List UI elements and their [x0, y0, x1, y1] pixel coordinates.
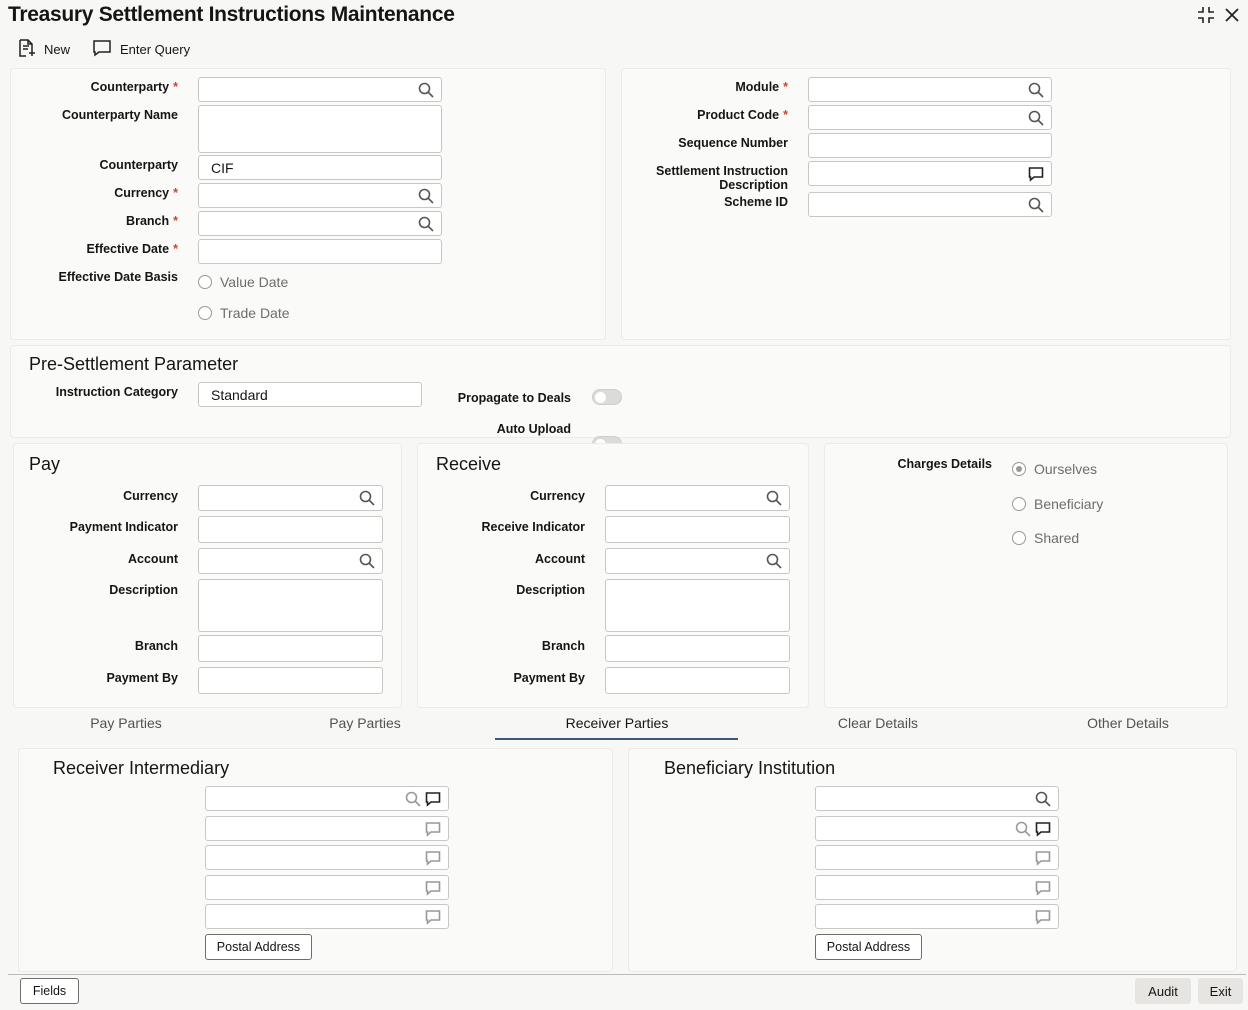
beneficiary-radio[interactable]: Beneficiary	[1012, 496, 1103, 512]
pay-account-label: Account	[128, 552, 178, 566]
receiver-intermediary-line2-input[interactable]	[205, 816, 449, 841]
pay-description-label: Description	[109, 583, 178, 597]
tab-clear-details[interactable]: Clear Details	[837, 715, 919, 731]
pay-branch-label: Branch	[134, 639, 178, 653]
close-icon[interactable]	[1221, 4, 1243, 26]
receive-title: Receive	[436, 454, 502, 474]
search-icon[interactable]	[765, 489, 783, 507]
footer-divider	[8, 974, 1246, 975]
instruction-category-select[interactable]: Standard	[198, 382, 422, 407]
radio-circle	[1012, 497, 1026, 511]
receiver-intermediary-line3-input[interactable]	[205, 845, 449, 870]
counterparty-type-label: Counterparty	[99, 158, 178, 172]
search-icon[interactable]	[358, 489, 376, 507]
receive-payment-by-label: Payment By	[513, 671, 585, 685]
comment-icon[interactable]	[424, 849, 442, 867]
pay-branch-input[interactable]	[198, 635, 383, 662]
comment-icon[interactable]	[1034, 908, 1052, 926]
search-icon[interactable]	[358, 552, 376, 570]
shared-radio[interactable]: Shared	[1012, 530, 1079, 546]
comment-icon[interactable]	[424, 908, 442, 926]
search-icon[interactable]	[404, 790, 422, 808]
trade-date-radio[interactable]: Trade Date	[198, 305, 290, 321]
sequence-number-input[interactable]	[808, 133, 1052, 158]
receive-branch-label: Branch	[541, 639, 585, 653]
beneficiary-institution-line2-input[interactable]	[815, 816, 1059, 841]
product-code-input[interactable]	[808, 105, 1052, 130]
comment-icon[interactable]	[1034, 849, 1052, 867]
scheme-id-input[interactable]	[808, 192, 1052, 217]
counterparty-name-field[interactable]	[198, 105, 442, 153]
charges-panel	[824, 443, 1228, 708]
comment-icon[interactable]	[1027, 165, 1045, 183]
receive-account-label: Account	[535, 552, 585, 566]
search-icon[interactable]	[417, 187, 435, 205]
comment-icon[interactable]	[1034, 820, 1052, 838]
pre-settlement-title: Pre-Settlement Parameter	[29, 354, 239, 374]
module-label: Module *	[735, 80, 788, 94]
beneficiary-institution-line5-input[interactable]	[815, 904, 1059, 929]
beneficiary-institution-title: Beneficiary Institution	[664, 758, 836, 778]
scheme-id-label: Scheme ID	[724, 195, 788, 209]
receive-indicator-label: Receive Indicator	[481, 520, 585, 534]
counterparty-type-field[interactable]: CIF	[198, 155, 442, 180]
receiver-intermediary-line4-input[interactable]	[205, 875, 449, 900]
pay-currency-input[interactable]	[198, 485, 383, 511]
effective-date-label: Effective Date *	[86, 242, 178, 256]
minimize-window-icon[interactable]	[1195, 4, 1217, 26]
receiver-intermediary-title: Receiver Intermediary	[53, 758, 230, 778]
beneficiary-institution-line4-input[interactable]	[815, 875, 1059, 900]
tab-pay-parties-2[interactable]: Pay Parties	[329, 715, 401, 731]
radio-circle	[198, 275, 212, 289]
module-input[interactable]	[808, 77, 1052, 102]
pay-title: Pay	[29, 454, 61, 474]
search-icon[interactable]	[1034, 790, 1052, 808]
receive-currency-label: Currency	[530, 489, 585, 503]
auto-upload-label: Auto Upload	[496, 422, 571, 436]
effective-date-basis-label: Effective Date Basis	[58, 270, 178, 284]
branch-input[interactable]	[198, 211, 442, 236]
radio-circle	[198, 306, 212, 320]
search-icon[interactable]	[1027, 196, 1045, 214]
new-button[interactable]	[16, 38, 70, 61]
tab-other-details[interactable]: Other Details	[1087, 715, 1169, 731]
comment-icon[interactable]	[1034, 879, 1052, 897]
product-code-label: Product Code *	[697, 108, 788, 122]
search-icon[interactable]	[417, 215, 435, 233]
pay-payment-by-input[interactable]	[198, 667, 383, 694]
charges-details-label: Charges Details	[897, 457, 992, 471]
comment-icon[interactable]	[424, 790, 442, 808]
counterparty-label: Counterparty *	[90, 80, 178, 94]
beneficiary-postal-address-button[interactable]: Postal Address	[815, 934, 922, 960]
audit-button[interactable]: Audit	[1135, 978, 1191, 1004]
search-icon[interactable]	[1027, 109, 1045, 127]
effective-date-input[interactable]	[198, 239, 442, 264]
propagate-to-deals-label: Propagate to Deals	[457, 391, 571, 405]
pay-account-input[interactable]	[198, 548, 383, 574]
page-title: Treasury Settlement Instructions Maintenance	[8, 3, 455, 26]
radio-circle-selected	[1012, 462, 1026, 476]
search-icon[interactable]	[1014, 820, 1032, 838]
comment-icon[interactable]	[424, 820, 442, 838]
receive-account-input[interactable]	[605, 548, 790, 574]
sequence-number-label: Sequence Number	[678, 136, 788, 150]
branch-label: Branch *	[126, 214, 178, 228]
receive-description-field[interactable]	[605, 579, 790, 632]
search-icon[interactable]	[765, 552, 783, 570]
receive-payment-by-input[interactable]	[605, 667, 790, 694]
active-tab-underline	[495, 738, 738, 740]
tab-pay-parties[interactable]: Pay Parties	[90, 715, 162, 731]
enter-query-label: Enter Query	[120, 42, 191, 57]
new-document-icon	[16, 38, 36, 61]
si-description-label: Settlement Instruction Description	[656, 164, 788, 192]
comment-icon[interactable]	[424, 879, 442, 897]
radio-circle	[1012, 531, 1026, 545]
receiver-intermediary-line5-input[interactable]	[205, 904, 449, 929]
currency-label: Currency *	[114, 186, 178, 200]
pay-payment-by-label: Payment By	[106, 671, 178, 685]
payment-indicator-label: Payment Indicator	[69, 520, 178, 534]
si-description-input[interactable]	[808, 161, 1052, 186]
fields-button[interactable]: Fields	[20, 978, 79, 1004]
propagate-to-deals-toggle[interactable]	[592, 389, 622, 405]
search-icon[interactable]	[417, 81, 435, 99]
new-label: New	[44, 42, 71, 57]
receive-indicator-input[interactable]	[605, 516, 790, 543]
beneficiary-institution-line1-input[interactable]	[815, 786, 1059, 811]
comment-icon	[92, 38, 112, 61]
receive-branch-input[interactable]	[605, 635, 790, 662]
receiver-postal-address-button[interactable]: Postal Address	[205, 934, 312, 960]
counterparty-name-label: Counterparty Name	[62, 108, 178, 122]
pay-currency-label: Currency	[123, 489, 178, 503]
value-date-radio[interactable]: Value Date	[198, 274, 288, 290]
receive-description-label: Description	[516, 583, 585, 597]
instruction-category-label: Instruction Category	[55, 385, 178, 399]
enter-query-button[interactable]	[92, 38, 190, 61]
tab-receiver-parties[interactable]: Receiver Parties	[565, 715, 669, 731]
pay-description-field[interactable]	[198, 579, 383, 632]
exit-button[interactable]: Exit	[1198, 978, 1243, 1004]
receive-currency-input[interactable]	[605, 485, 790, 511]
counterparty-input[interactable]	[198, 77, 442, 102]
currency-input[interactable]	[198, 183, 442, 208]
ourselves-radio[interactable]: Ourselves	[1012, 461, 1097, 477]
receiver-intermediary-line1-input[interactable]	[205, 786, 449, 811]
search-icon[interactable]	[1027, 81, 1045, 99]
payment-indicator-input[interactable]	[198, 516, 383, 543]
beneficiary-institution-line3-input[interactable]	[815, 845, 1059, 870]
